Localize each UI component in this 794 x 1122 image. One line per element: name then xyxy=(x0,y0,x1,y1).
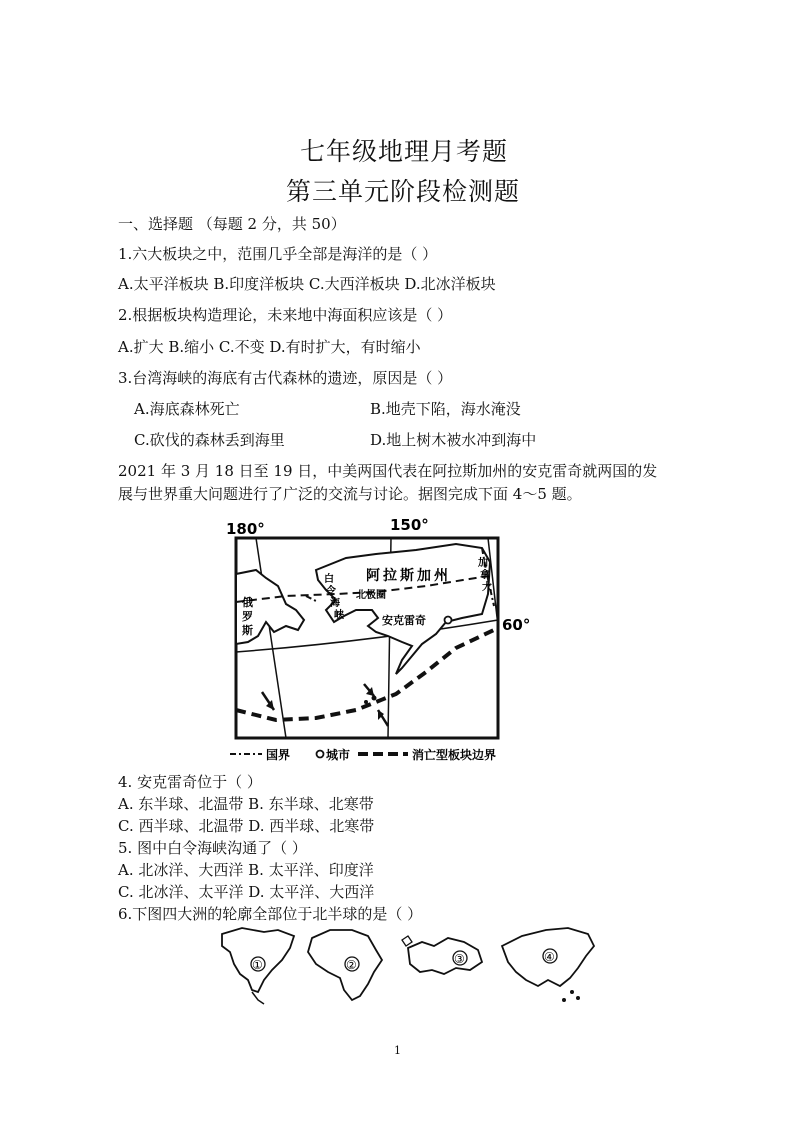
question-4: 4. 安克雷奇位于（ ） xyxy=(118,773,262,791)
anchorage-city-dot xyxy=(445,617,452,624)
legend-border-label: 国界 xyxy=(266,748,291,762)
alaska-map-figure xyxy=(226,514,531,766)
exam-subtitle: 第三单元阶段检测题 xyxy=(286,177,521,206)
question-4-options-cd: C. 西半球、北温带 D. 西半球、北寒带 xyxy=(118,817,375,835)
question-3-option-c: C.砍伐的森林丢到海里 xyxy=(134,431,285,449)
island xyxy=(372,696,377,701)
label-canada-2: 拿 xyxy=(480,570,490,581)
section-heading: 一、选择题 （每题 2 分，共 50） xyxy=(118,215,346,233)
page-number: 1 xyxy=(394,1044,401,1057)
island xyxy=(562,998,566,1002)
map-intro-line-1: 2021 年 3 月 18 日至 19 日，中美两国代表在阿拉斯加州的安克雷奇就两国的发 xyxy=(118,462,658,480)
label-60: 60° xyxy=(502,616,531,634)
continent-north-america-tail xyxy=(252,992,264,1004)
question-5: 5. 图中白令海峡沟通了（ ） xyxy=(118,839,307,857)
question-5-options-cd: C. 北冰洋、太平洋 D. 太平洋、大西洋 xyxy=(118,883,375,901)
continent-1-label: ① xyxy=(252,958,263,972)
question-5-options-ab: A. 北冰洋、大西洋 B. 太平洋、印度洋 xyxy=(118,861,374,879)
continent-4-label: ④ xyxy=(544,950,555,964)
label-bering-4: 峡 xyxy=(334,610,344,621)
island xyxy=(570,990,574,994)
label-180: 180° xyxy=(226,520,265,538)
legend-city-label: 城市 xyxy=(326,748,351,762)
label-bering-1: 白 xyxy=(324,574,334,585)
legend-city-symbol xyxy=(317,751,324,758)
exam-title: 七年级地理月考题 xyxy=(300,137,509,166)
island xyxy=(576,996,580,1000)
label-russia-3: 斯 xyxy=(242,624,253,637)
label-canada-3: 大 xyxy=(482,582,492,593)
continent-europe-island xyxy=(402,936,412,946)
label-150: 150° xyxy=(390,516,429,534)
label-bering-2: 令 xyxy=(326,586,336,597)
continent-outlines xyxy=(212,920,598,1008)
question-3: 3.台湾海峡的海底有古代森林的遗迹，原因是（ ） xyxy=(118,369,453,387)
legend-boundary-label: 消亡型板块边界 xyxy=(412,748,497,762)
question-2: 2.根据板块构造理论，未来地中海面积应该是（ ） xyxy=(118,306,453,324)
continent-2-label: ② xyxy=(346,958,357,972)
label-alaska: 阿拉斯加州 xyxy=(366,568,451,584)
label-bering-3: 海 xyxy=(330,598,340,609)
label-canada-1: 加 xyxy=(478,558,488,569)
question-3-option-d: D.地上树木被水冲到海中 xyxy=(370,431,537,449)
question-1-options: A.太平洋板块 B.印度洋板块 C.大西洋板块 D.北冰洋板块 xyxy=(118,275,496,293)
alaska-map xyxy=(226,514,531,766)
continent-3-label: ③ xyxy=(454,952,465,966)
continent-outlines-figure xyxy=(212,920,598,1008)
label-anchorage: 安克雷奇 xyxy=(382,614,426,627)
question-4-options-ab: A. 东半球、北温带 B. 东半球、北寒带 xyxy=(118,795,374,813)
question-6: 6.下图四大洲的轮廓全部位于北半球的是（ ） xyxy=(118,905,423,923)
question-2-options: A.扩大 B.缩小 C.不变 D.有时扩大，有时缩小 xyxy=(118,338,421,356)
label-arctic-circle: 北极圈 xyxy=(356,590,386,601)
question-3-option-a: A.海底森林死亡 xyxy=(134,400,240,418)
question-1: 1.六大板块之中，范围几乎全部是海洋的是（ ） xyxy=(118,245,438,263)
label-russia-2: 罗 xyxy=(242,610,253,623)
label-russia-1: 俄 xyxy=(242,596,253,609)
question-3-option-b: B.地壳下陷，海水淹没 xyxy=(370,400,521,418)
continent-europe xyxy=(408,938,482,974)
map-intro-line-2: 展与世界重大问题进行了广泛的交流与讨论。据图完成下面 4～5 题。 xyxy=(118,485,582,503)
